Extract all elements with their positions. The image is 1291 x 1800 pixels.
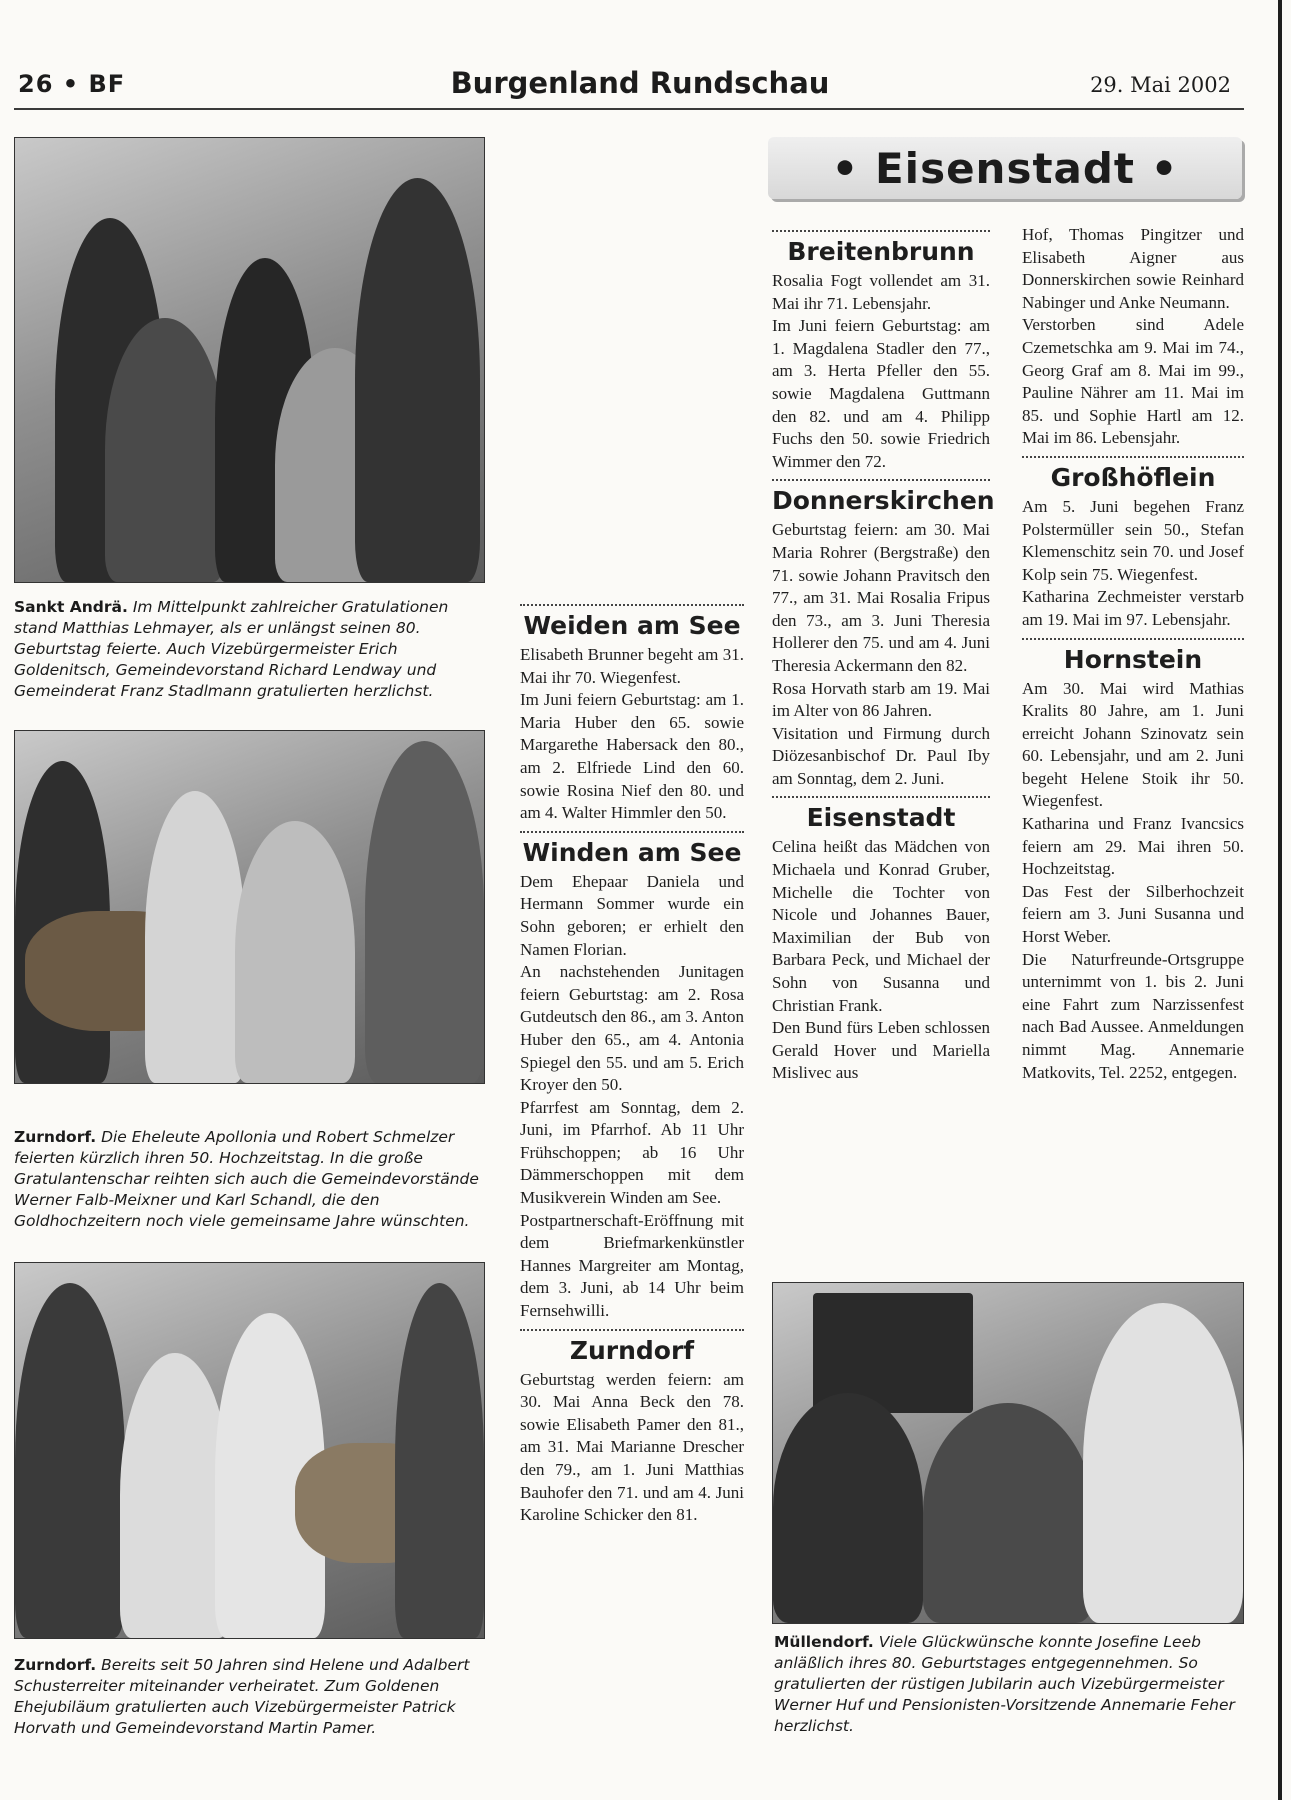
caption-muellendorf [774, 1632, 1244, 1737]
section-title-grosshoeflein: Großhöflein [1050, 462, 1216, 492]
caption-zurndorf-schusterreiter [14, 1655, 486, 1739]
section-divider [1022, 456, 1244, 458]
photo-figure [235, 821, 355, 1083]
article-paragraph: Das Fest der Silberhochzeit feiern am 3. Juni Susanna und Horst Weber. [1022, 881, 1244, 947]
caption-text: Die Eheleute Apollonia und Robert Schmelzer feierten kürzlich ihren 50. Hochzeitstag. In die große Gratulantenschar reihten sich auch die Gemeindevorstände Werner Falb-Meixner und Karl Schandl, die den Goldhochzeitern noch viele gemeinsame Jahre wünschten. [14, 1128, 479, 1230]
photo-figure [395, 1283, 484, 1638]
article-paragraph: Am 30. Mai wird Mathias Kralits 80 Jahre, am 1. Juni erreicht Johann Szinovatz sein 60. Lebensjahr, und am 2. Juni begeht Helene Stoik ihr 50. Wiegenfest. [1022, 678, 1244, 811]
header-rule [14, 108, 1244, 110]
article-paragraph: Im Juni feiern Geburtstag: am 1. Magdalena Stadler den 77., am 3. Herta Pfeller den 55. sowie Magdalena Guttmann den 82. und am 4. Philipp Fuchs den 50. sowie Friedrich Wimmer den 72. [772, 316, 990, 471]
section-title-hornstein: Hornstein [1063, 644, 1203, 674]
section-title-weiden: Weiden am See [523, 611, 741, 640]
article-paragraph: Am 5. Juni begehen Franz Polstermüller sein 50., Stefan Klemenschitz sein 70. und Josef Kolp sein 75. Wiegenfest. [1022, 496, 1244, 584]
newspaper-title: Burgenland Rundschau [450, 66, 830, 100]
caption-text: Bereits seit 50 Jahren sind Helene und Adalbert Schusterreiter miteinander verheiratet. Zum Goldenen Ehejubiläum gratulierten auch Vizebürgermeister Patrick Horvath und Gemeindevorstand Martin Pamer. [14, 1656, 470, 1737]
caption-place: Sankt Andrä. [14, 598, 128, 616]
article-paragraph: Katharina Zechmeister verstarb am 19. Mai im 97. Lebensjahr. [1022, 587, 1244, 629]
section-divider [520, 831, 744, 833]
section-divider [772, 479, 990, 481]
article-paragraph: Visitation und Firmung durch Diözesanbischof Dr. Paul Iby am Sonntag, dem 2. Juni. [772, 723, 990, 788]
caption-place: Müllendorf. [774, 1633, 874, 1651]
caption-text: Viele Glückwünsche konnte Josefine Leeb anläßlich ihres 80. Geburtstages entgegennehmen. So gratulierten der rüstigen Jubilarin auch Vizebürgermeister Werner Huf und Pensionisten-Vorsitzende Annemarie Feher herzlichst. [774, 1633, 1235, 1735]
article-paragraph: Geburtstag werden feiern: am 30. Mai Anna Beck den 78. sowie Elisabeth Pamer den 81., am 31. Mai Marianne Drescher den 79., am 1. Juni Matthias Bauhofer den 71. und am 4. Juni Karoline Schicker den 81. [520, 1369, 744, 1525]
caption-zurndorf-schmelzer [14, 1127, 486, 1232]
article-paragraph: Hof, Thomas Pingitzer und Elisabeth Aigner aus Donnerskirchen sowie Reinhard Nabinger und Anke Neumann. [1022, 225, 1244, 312]
article-paragraph: Elisabeth Brunner begeht am 31. Mai ihr 70. Wiegenfest. [520, 645, 744, 687]
section-title-donnerskirchen: Donnerskirchen [772, 486, 995, 516]
article-paragraph: Verstorben sind Adele Czemetschka am 9. Mai im 74., Georg Graf am 8. Mai im 99., Pauline Nährer am 11. Mai im 85. und Sophie Hartl am 12. Mai im 86. Lebensjahr. [1022, 315, 1244, 448]
article-paragraph: An nachstehenden Junitagen feiern Geburtstag: am 2. Rosa Gutdeutsch den 86., am 3. Anton Huber den 65., am 4. Antonia Spiegel den 55. und am 5. Erich Kroyer den 50. [520, 962, 744, 1095]
column-2 [520, 598, 744, 1527]
article-paragraph: Postpartnerschaft-Eröffnung mit dem Briefmarkenkünstler Hannes Margreiter am Montag, dem 3. Juni, ab 14 Uhr beim Fernsehwilli. [520, 1210, 744, 1321]
issue-date: 29. Mai 2002 [1090, 73, 1231, 97]
article-paragraph: Dem Ehepaar Daniela und Hermann Sommer wurde ein Sohn geboren; er erhielt den Namen Florian. [520, 871, 744, 959]
section-divider [772, 796, 990, 798]
caption-sankt-andrae [14, 597, 486, 702]
photo-figure [145, 791, 245, 1083]
photo-figure [15, 1283, 125, 1638]
article-paragraph: Katharina und Franz Ivancsics feiern am 29. Mai ihren 50. Hochzeitstag. [1022, 814, 1244, 879]
photo-sankt-andrae [14, 137, 485, 583]
section-title-eisenstadt: Eisenstadt [806, 803, 956, 833]
article-paragraph: Rosa Horvath starb am 19. Mai im Alter von 86 Jahren. [772, 678, 990, 721]
column-3 [772, 224, 995, 1085]
section-divider [520, 1329, 744, 1331]
caption-text: Im Mittelpunkt zahlreicher Gratulationen stand Matthias Lehmayer, als er unlängst seinen 80. Geburtstag feierte. Auch Vizebürgermeister Erich Goldenitsch, Gemeindevorstand Richard Lendway und Gemeinderat Franz Stadlmann gratulierten herzlichst. [14, 598, 449, 700]
photo-figure [773, 1393, 923, 1623]
column-4 [1022, 224, 1244, 1084]
section-title-breitenbrunn: Breitenbrunn [787, 237, 975, 266]
caption-place: Zurndorf. [14, 1128, 97, 1146]
article-paragraph: Geburtstag feiern: am 30. Mai Maria Rohrer (Bergstraße) den 71. sowie Johann Pravitsch den 77., am 31. Mai Rosalia Fripus den 73., am 3. Juni Theresia Hollerer den 75. und am 4. Juni Theresia Ackermann den 82. [772, 520, 990, 675]
photo-figure [355, 178, 480, 582]
page-reference: 26 • BF [18, 70, 126, 98]
section-divider [520, 604, 744, 606]
photo-figure [923, 1403, 1093, 1623]
article-paragraph: Die Naturfreunde-Ortsgruppe unternimmt von 1. bis 2. Juni eine Fahrt zum Narzissenfest nach Bad Aussee. Anmeldungen nimmt Mag. Annemarie Matkovits, Tel. 2252, entgegen. [1022, 949, 1244, 1082]
photo-muellendorf [772, 1282, 1244, 1624]
photo-figure [365, 741, 484, 1083]
page-edge [1278, 0, 1282, 1800]
article-paragraph: Celina heißt das Mädchen von Michaela und Konrad Gruber, Michelle die Tochter von Nicole und Johannes Bauer, Maximilian der Bub von Barbara Peck, und Michael der Sohn von Susanna und Christian Frank. [772, 837, 990, 1015]
photo-zurndorf-schusterreiter [14, 1262, 485, 1639]
section-title-zurndorf: Zurndorf [569, 1335, 695, 1365]
photo-figure [1083, 1303, 1243, 1623]
article-paragraph: Im Juni feiern Geburtstag: am 1. Maria Huber den 65. sowie Margarethe Habersack den 80., am 2. Elfriede Lind den 60. sowie Rosina Nief den 80. und am 4. Walter Himmler den 50. [520, 690, 744, 823]
section-divider [772, 230, 990, 232]
section-title-winden: Winden am See [522, 837, 742, 867]
article-paragraph: Rosalia Fogt vollendet am 31. Mai ihr 71. Lebensjahr. [772, 271, 990, 313]
photo-figure [105, 318, 225, 582]
photo-zurndorf-schmelzer [14, 730, 485, 1084]
article-paragraph: Den Bund fürs Leben schlossen Gerald Hover und Mariella Mislivec aus [772, 1018, 990, 1083]
section-divider [1022, 638, 1244, 640]
article-paragraph: Pfarrfest am Sonntag, dem 2. Juni, im Pfarrhof. Ab 11 Uhr Frühschoppen; ab 16 Uhr Dämmerschoppen mit dem Musikverein Winden am See. [520, 1097, 744, 1208]
photo-figure [120, 1353, 230, 1638]
caption-place: Zurndorf. [14, 1656, 97, 1674]
section-banner-eisenstadt: • Eisenstadt • [768, 137, 1242, 199]
